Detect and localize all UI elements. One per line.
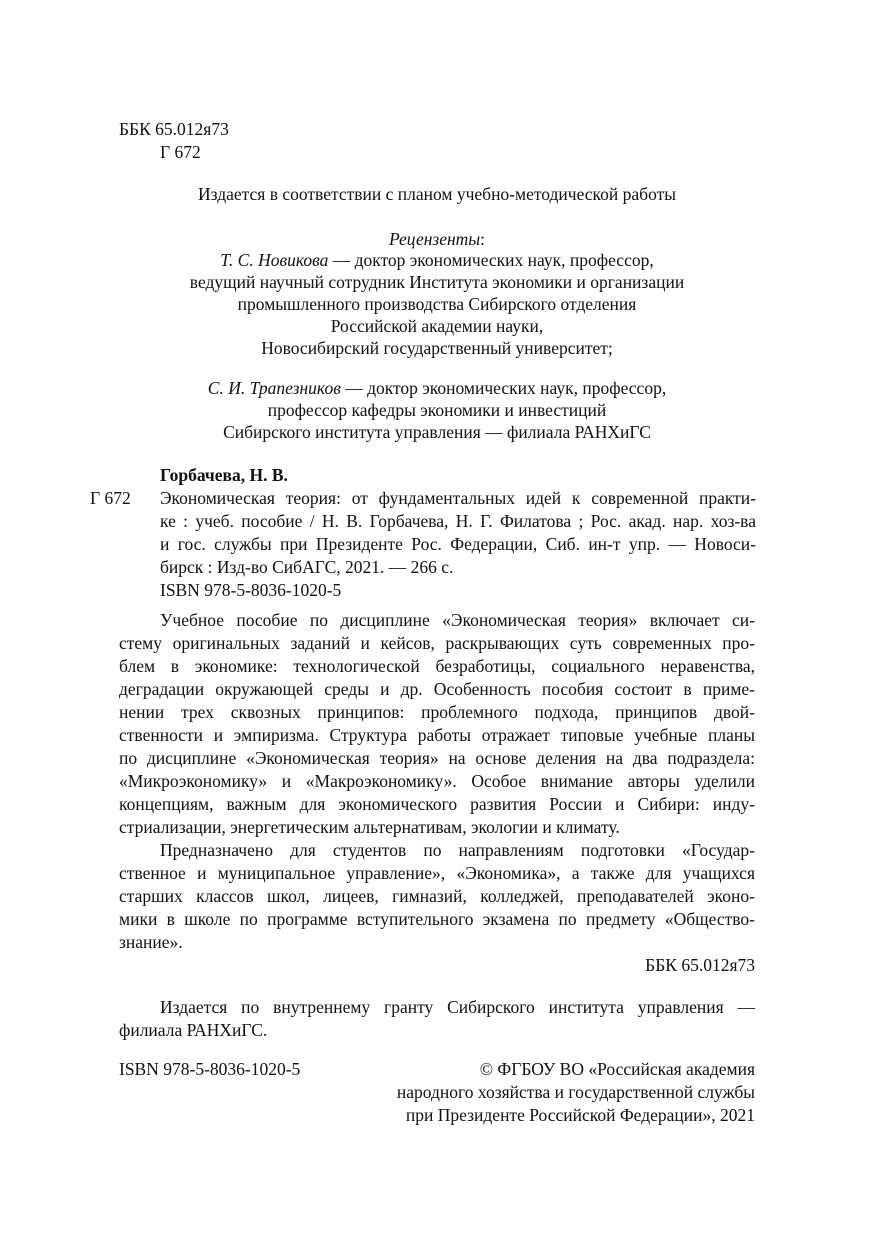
abstract-line: концепциям, важным для экономического развития России и Сибири: инду- <box>119 794 755 814</box>
abstract-line: ственное и муниципальное управление», «Экономика», а также для учащихся <box>119 863 755 883</box>
reviewer-2-title: — доктор экономических наук, профессор, <box>340 378 667 398</box>
record-description <box>160 487 756 602</box>
reviewer-1-title: — доктор экономических наук, профессор, <box>328 250 654 270</box>
grant-line: Издается по внутреннему гранту Сибирского института управления — <box>160 997 755 1017</box>
reviewers-heading <box>0 228 874 251</box>
grant-note <box>119 996 755 1042</box>
abstract-line: Предназначено для студентов по направлениям подготовки «Государ- <box>160 840 755 860</box>
record-line: и гос. службы при Президенте Рос. Федерации, Сиб. ин-т упр. — Новоси- <box>160 534 756 554</box>
abstract-line: Учебное пособие по дисциплине «Экономическая теория» включает си- <box>160 610 755 630</box>
reviewer-1-line-1 <box>0 249 874 272</box>
abstract-line: стему оригинальных заданий и кейсов, раскрывающих суть современных про- <box>119 633 755 653</box>
copyright-line-2: народного хозяйства и государственной службы <box>396 1082 755 1102</box>
reviewer-2-name: С. И. Трапезников <box>207 378 341 398</box>
abstract-line: мики в школе по программе вступительного экзамена по предмету «Общество- <box>119 909 755 929</box>
record-line: бирск : Изд-во СибАГС, 2021. — 266 с. <box>160 557 454 577</box>
reviewer-1-line-4: Российской академии науки, <box>330 316 544 336</box>
reviewer-1-name: Т. С. Новикова <box>220 250 329 270</box>
reviewers-heading-colon: : <box>480 229 486 249</box>
record-line: Экономическая теория: от фундаментальных идей к современной практи- <box>160 488 756 508</box>
abstract-line: по дисциплине «Экономическая теория» на основе деления на два подраздела: <box>119 748 755 768</box>
abstract-paragraph-2 <box>119 839 755 954</box>
record-line: ке : учеб. пособие / Н. В. Горбачева, Н. Г. Филатова ; Рос. акад. нар. хоз-ва <box>160 511 756 531</box>
reviewer-2-line-1 <box>0 377 874 400</box>
publication-note: Издается в соответствии с планом учебно-методической работы <box>197 184 677 204</box>
footer-isbn: ISBN 978-5-8036-1020-5 <box>119 1059 301 1079</box>
abstract-line: старших классов школ, лицеев, гимназий, колледжей, преподавателей эконо- <box>119 886 755 906</box>
abstract-line: нении трех сквозных принципов: проблемного подхода, принципов двой- <box>119 702 755 722</box>
reviewer-2-line-2: профессор кафедры экономики и инвестиций <box>267 400 607 420</box>
grant-line: филиала РАНХиГС. <box>119 1020 268 1040</box>
record-isbn: ISBN 978-5-8036-1020-5 <box>160 580 342 600</box>
reviewer-1-line-3: промышленного производства Сибирского отделения <box>237 294 637 314</box>
abstract-paragraph-1 <box>119 609 755 839</box>
record-author: Горбачева, Н. В. <box>160 465 288 485</box>
bbk-code-top: ББК 65.012я73 <box>119 119 229 139</box>
reviewers-heading-label: Рецензенты <box>388 229 481 249</box>
abstract-line: ственности и эмпиризма. Структура работы отражает типовые учебные планы <box>119 725 755 745</box>
bbk-code-bottom: ББК 65.012я73 <box>645 955 755 975</box>
abstract-line: знание». <box>119 932 183 952</box>
abstract-line: блем в экономике: технологической безработицы, социального неравенства, <box>119 656 755 676</box>
author-index-top: Г 672 <box>160 142 201 162</box>
reviewer-2-line-3: Сибирского института управления — филиала РАНХиГС <box>223 422 651 442</box>
abstract-line: стриализации, энергетическим альтернативам, экологии и климату. <box>119 817 620 837</box>
copyright-line-3: при Президенте Российской Федерации», 2021 <box>405 1105 755 1125</box>
abstract-line: «Микроэкономику» и «Макроэкономику». Особое внимание авторы уделили <box>119 771 755 791</box>
reviewer-1-line-2: ведущий научный сотрудник Института экономики и организации <box>189 272 685 292</box>
copyright-line-1: © ФГБОУ ВО «Российская академия <box>479 1059 755 1079</box>
abstract-line: деградации окружающей среды и др. Особенность пособия состоит в приме- <box>119 679 755 699</box>
record-index: Г 672 <box>90 488 131 508</box>
reviewer-1-line-5: Новосибирский государственный университет; <box>261 338 613 358</box>
